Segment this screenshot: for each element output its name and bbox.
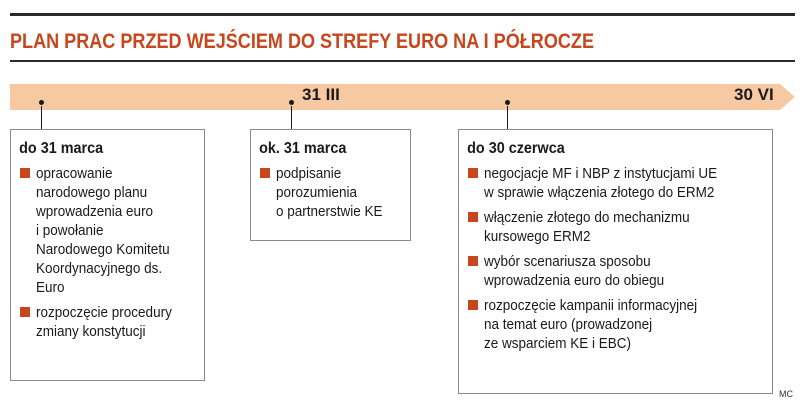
item-text: rozpoczęcie kampanii informacyjnej na temat euro (prowadzonej ze wsparciem KE i EBC) (484, 297, 698, 352)
bullet-square (468, 168, 478, 178)
milestone-items (11, 164, 204, 341)
bullet-square (468, 300, 478, 310)
connector-line-2 (291, 106, 292, 129)
page-title: PLAN PRAC PRZED WEJŚCIEM DO STREFY EURO NA I PÓŁROCZE (10, 30, 594, 53)
connector-line-1 (41, 106, 42, 129)
bullet-square (20, 168, 30, 178)
item-text: negocjacje MF i NBP z instytucjami UE w sprawie włączenia złotego do ERM2 (484, 165, 718, 201)
title-underline (10, 60, 795, 62)
bullet-square (260, 168, 270, 178)
timeline-label-30-vi: 30 VI (734, 85, 774, 104)
item-text: włączenie złotego do mechanizmu kursowego ERM2 (484, 209, 690, 245)
timeline-label-31-iii: 31 III (302, 85, 340, 104)
list-item (20, 303, 204, 341)
item-text: wybór scenariusza sposobu wprowadzenia euro do obiegu (484, 253, 665, 289)
timeline (10, 84, 795, 110)
bullet-square (468, 256, 478, 266)
list-item (468, 252, 772, 290)
milestone-items (251, 164, 410, 221)
milestone-heading: do 30 czerwca (467, 140, 565, 157)
bullet-square (468, 212, 478, 222)
timeline-marker-june (505, 100, 510, 105)
milestone-box-late-march (250, 129, 411, 241)
milestone-heading: ok. 31 marca (259, 140, 347, 157)
list-item (20, 164, 204, 297)
milestone-box-june (458, 129, 773, 394)
author-credit: MC (779, 389, 793, 399)
list-item (468, 296, 772, 353)
timeline-marker-late-march (289, 100, 294, 105)
top-rule (10, 13, 795, 16)
item-text: rozpoczęcie procedury zmiany konstytucji (36, 304, 172, 340)
connector-line-3 (507, 106, 508, 129)
milestone-items (459, 164, 772, 353)
item-text: opracowanie narodowego planu wprowadzenia euro i powołanie Narodowego Komitetu Koordynacyjnego ds. Euro (36, 165, 170, 296)
item-text: podpisanie porozumienia o partnerstwie KE (276, 165, 383, 220)
milestone-heading: do 31 marca (19, 140, 104, 157)
list-item (468, 208, 772, 246)
list-item (468, 164, 772, 202)
timeline-marker-march (39, 100, 44, 105)
milestone-box-march (10, 129, 205, 381)
list-item (260, 164, 410, 221)
bullet-square (20, 307, 30, 317)
timeline-band (10, 84, 795, 110)
